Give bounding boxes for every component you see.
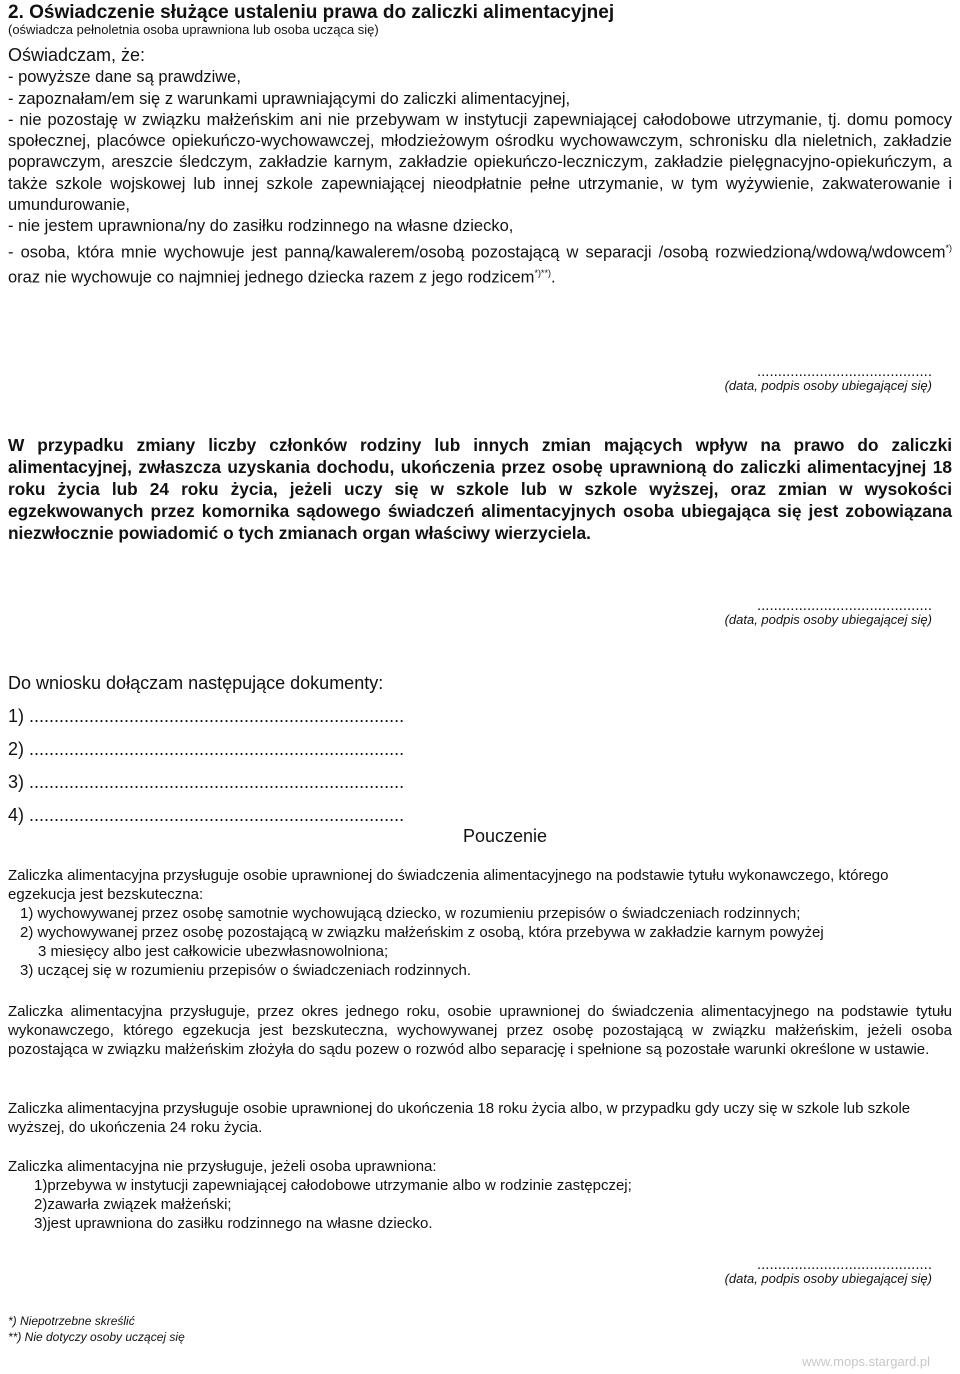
signature-block-2 [724,597,932,628]
pouczenie-paragraph-3: Zaliczka alimentacyjna przysługuje osobie uprawnionej do ukończenia 18 roku życia albo, w przypadku gdy uczy się w szkole lub szkole wyższej, do ukończenia 24 roku życia. [8,1100,911,1136]
signature-block-3 [724,1256,932,1287]
signature-caption: (data, podpis osoby ubiegającej się) [724,612,932,627]
footnote-mark: *)**) [534,268,551,279]
declaration-lead: Oświadczam, że: [8,45,146,65]
list-item: 3) uczącej się w rozumieniu przepisów o świadczeniach rodzinnych. [20,962,472,979]
change-notice: W przypadku zmiany liczby członków rodziny lub innych zmian mających wpływ na prawo do zaliczki alimentacyjnej, zwłaszcza uzyskania dochodu, ukończenia przez osobę uprawnioną do zaliczki alimentacyjnej 18 roku życia lub 24 roku życia, jeżeli uczy się w szkole lub w szkole wyższej, oraz zmian w wysokości egzekwowanych przez komornika sądowego świadczeń alimentacyjnych osoba ubiegająca się jest zobowiązana niezwłocznie powiadomić o tych zmianach organ właściwy wierzyciela. [8,435,952,543]
pouczenie-paragraph-2: Zaliczka alimentacyjna przysługuje, przez okres jednego roku, osobie uprawnionej do świadczenia alimentacyjnego na podstawie tytułu wykonawczego, którego egzekucja jest bezskuteczna, wychowywanej przez osobę pozostającą w związku małżeńskim, jeżeli osoba pozostająca w związku małżeńskim złożyła do sądu pozew o rozwód albo separację i spełnione są pozostałe warunki określone w ustawie. [8,1003,952,1058]
paragraph-text: Zaliczka alimentacyjna przysługuje osobie uprawnionej do świadczenia alimentacyjnego na podstawie tytułu wykonawczego, którego egzekucja jest bezskuteczna: [8,867,889,903]
signature-line[interactable]: .......................................... [756,597,932,614]
pouczenie-title: Pouczenie [463,826,548,846]
declaration-block [8,45,952,289]
list-item: 2)zawarła związek małżeński; [34,1196,232,1213]
signature-line[interactable]: .......................................... [756,1256,932,1273]
footnote-mark: *) [945,242,952,253]
attachments-section [8,667,952,832]
attachment-line[interactable]: 4) ........................................................................... [8,805,405,825]
signature-block-1 [724,363,932,394]
paragraph-text: Zaliczka alimentacyjna nie przysługuje, jeżeli osoba uprawniona: [8,1158,437,1175]
declaration-item-text: - osoba, która mnie wychowuje jest panną/kawalerem/osobą pozostającą w separacji /osobą rozwiedzioną/wdową/wdowcem [8,243,946,262]
signature-caption: (data, podpis osoby ubiegającej się) [724,378,932,393]
declaration-item-text: . [550,268,556,287]
declaration-item-text: oraz nie wychowuje co najmniej jednego dziecka razem z jego rodzicem [8,268,535,287]
list-item: 1) wychowywanej przez osobę samotnie wychowującą dziecko, w rozumieniu przepisów o świadczeniach rodzinnych; [20,905,801,922]
attachments-heading: Do wniosku dołączam następujące dokumenty: [8,673,384,693]
form-section-title: 2. Oświadczenie służące ustaleniu prawa do zaliczki alimentacyjnej [8,2,615,23]
footnote-2: **) Nie dotyczy osoby uczącej się [8,1330,185,1344]
pouczenie-paragraph-4 [8,1157,952,1233]
attachment-line[interactable]: 1) ........................................................................... [8,706,405,726]
declaration-item: - nie jestem uprawniona/ny do zasiłku rodzinnego na własne dziecko, [8,217,514,236]
list-item: 1)przebywa w instytucji zapewniającej całodobowe utrzymanie albo w rodzinie zastępczej; [34,1177,632,1194]
signature-caption: (data, podpis osoby ubiegającej się) [724,1271,932,1286]
watermark: www.mops.stargard.pl [802,1354,930,1369]
list-item: 2) wychowywanej przez osobę pozostającą w związku małżeńskim z osobą, która przebywa w zakładzie karnym powyżej [20,924,824,941]
declaration-item: - nie pozostaję w związku małżeńskim ani nie przebywam w instytucji zapewniającej całodobowe utrzymanie, tj. domu pomocy społecznej, placówce opiekuńczo-wychowawczej, młodzieżowym ośrodku wychowawczym, schronisku dla nieletnich, zakładzie poprawczym, areszcie śledczym, zakładzie karnym, zakładzie opiekuńczo-leczniczym, zakładzie pielęgnacyjno-opiekuńczym, a także szkole wojskowej lub innej szkole zapewniającej nieodpłatnie pełne utrzymanie, w tym wyżywienie, zakwaterowanie i umundurowanie, [8,110,952,215]
pouczenie-paragraph-1 [8,866,952,980]
attachment-line[interactable]: 2) ........................................................................... [8,739,405,759]
attachment-line[interactable]: 3) ........................................................................... [8,772,405,792]
declaration-item: - powyższe dane są prawdziwe, [8,68,241,87]
footnote-1: *) Niepotrzebne skreślić [8,1314,135,1328]
list-item: 3)jest uprawniona do zasiłku rodzinnego na własne dziecko. [34,1215,433,1232]
declaration-item-last [8,238,952,290]
form-section-subtitle: (oświadcza pełnoletnia osoba uprawniona lub osoba ucząca się) [8,22,379,37]
signature-line[interactable]: .......................................... [756,363,932,380]
list-item: 3 miesięcy albo jest całkowicie ubezwłasnowolniona; [38,943,389,960]
declaration-item: - zapoznałam/em się z warunkami uprawniającymi do zaliczki alimentacyjnej, [8,89,571,108]
